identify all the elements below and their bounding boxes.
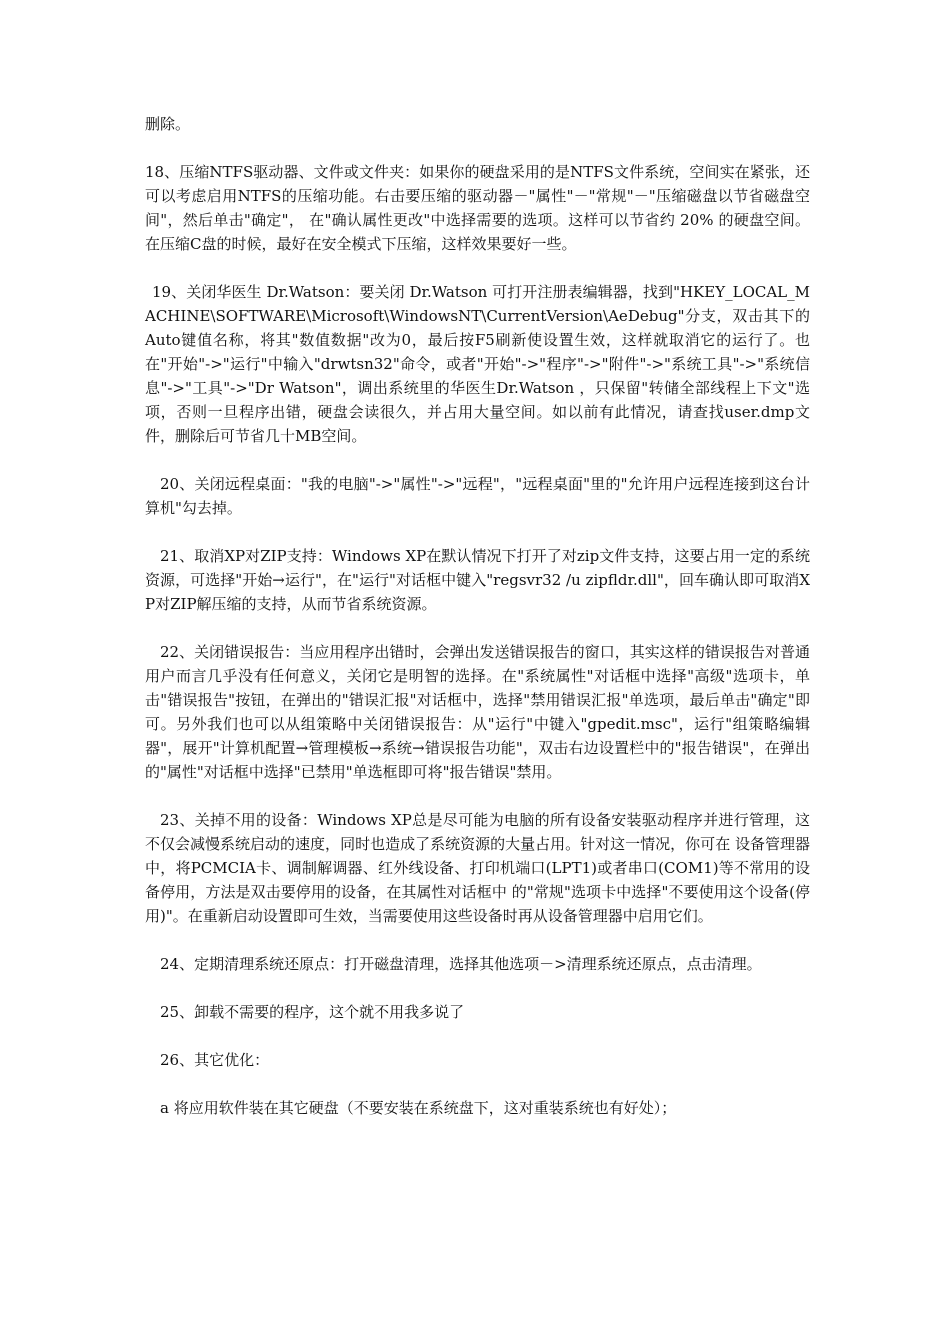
document-body: [145, 112, 810, 1120]
paragraph-tip-19-dr-watson: 19、关闭华医生 Dr.Watson：要关闭 Dr.Watson 可打开注册表编辑器，找到"HKEY_LOCAL_MACHINE\SOFTWARE\Microsoft\WindowsNT\CurrentVersion\AeDebug"分支，双击其下的Auto键值名称，将其"数值数据"改为0，最后按F5刷新使设置生效，这样就取消它的运行了。也在"开始"->"运行"中输入"drwtsn32"命令，或者"开始"->"程序"->"附件"->"系统工具"->"系统信息"->"工具"->"Dr Watson"，调出系统里的华医生Dr.Watson ，只保留"转储全部线程上下文"选项，否则一旦程序出错，硬盘会读很久，并占用大量空间。如以前有此情况，请查找user.dmp文件，删除后可节省几十MB空间。: [145, 283, 810, 445]
paragraph-tip-20-remote-desktop: 20、关闭远程桌面："我的电脑"->"属性"->"远程"，"远程桌面"里的"允许用户远程连接到这台计算机"勾去掉。: [145, 475, 810, 517]
paragraph-tip-26-other: 26、其它优化：: [160, 1051, 270, 1069]
paragraph-tip-24-restore-points: 24、定期清理系统还原点：打开磁盘清理，选择其他选项－>清理系统还原点，点击清理。: [160, 955, 762, 973]
paragraph-tip-25-uninstall: 25、卸载不需要的程序，这个就不用我多说了: [160, 1003, 465, 1021]
paragraph-tip-21-zip-support: 21、取消XP对ZIP支持：Windows XP在默认情况下打开了对zip文件支持，这要占用一定的系统资源，可选择"开始→运行"，在"运行"对话框中键入"regsvr32 /u zipfldr.dll"，回车确认即可取消XP对ZIP解压缩的支持，从而节省系统资源。: [145, 547, 810, 613]
paragraph-tip-23-unused-devices: 23、关掉不用的设备：Windows XP总是尽可能为电脑的所有设备安装驱动程序并进行管理，这不仅会减慢系统启动的速度，同时也造成了系统资源的大量占用。针对这一情况，你可在 设备管理器中，将PCMCIA卡、调制解调器、红外线设备、打印机端口(LPT1)或者串口(COM1)等不常用的设备停用，方法是双击要停用的设备，在其属性对话框中 的"常规"选项卡中选择"不要使用这个设备(停用)"。在重新启动设置即可生效，当需要使用这些设备时再从设备管理器中启用它们。: [145, 811, 810, 925]
paragraph-tip-22-error-reporting: 22、关闭错误报告：当应用程序出错时，会弹出发送错误报告的窗口，其实这样的错误报告对普通用户而言几乎没有任何意义，关闭它是明智的选择。在"系统属性"对话框中选择"高级"选项卡，单击"错误报告"按钮，在弹出的"错误汇报"对话框中，选择"禁用错误汇报"单选项，最后单击"确定"即可。另外我们也可以从组策略中关闭错误报告：从"运行"中键入"gpedit.msc"，运行"组策略编辑器"，展开"计算机配置→管理模板→系统→错误报告功能"，双击右边设置栏中的"报告错误"，在弹出的"属性"对话框中选择"已禁用"单选框即可将"报告错误"禁用。: [145, 643, 810, 781]
paragraph-tip-26a-install-location: a 将应用软件装在其它硬盘（不要安装在系统盘下，这对重装系统也有好处）；: [160, 1099, 677, 1117]
paragraph-tip-18-compress-ntfs: 18、压缩NTFS驱动器、文件或文件夹：如果你的硬盘采用的是NTFS文件系统，空间实在紧张，还可以考虑启用NTFS的压缩功能。右击要压缩的驱动器－"属性"－"常规"－"压缩磁盘以节省磁盘空间"，然后单击"确定"， 在"确认属性更改"中选择需要的选项。这样可以节省约 20% 的硬盘空间。在压缩C盘的时候，最好在安全模式下压缩，这样效果要好一些。: [145, 163, 810, 253]
paragraph-deletion-tail: 删除。: [145, 115, 191, 133]
